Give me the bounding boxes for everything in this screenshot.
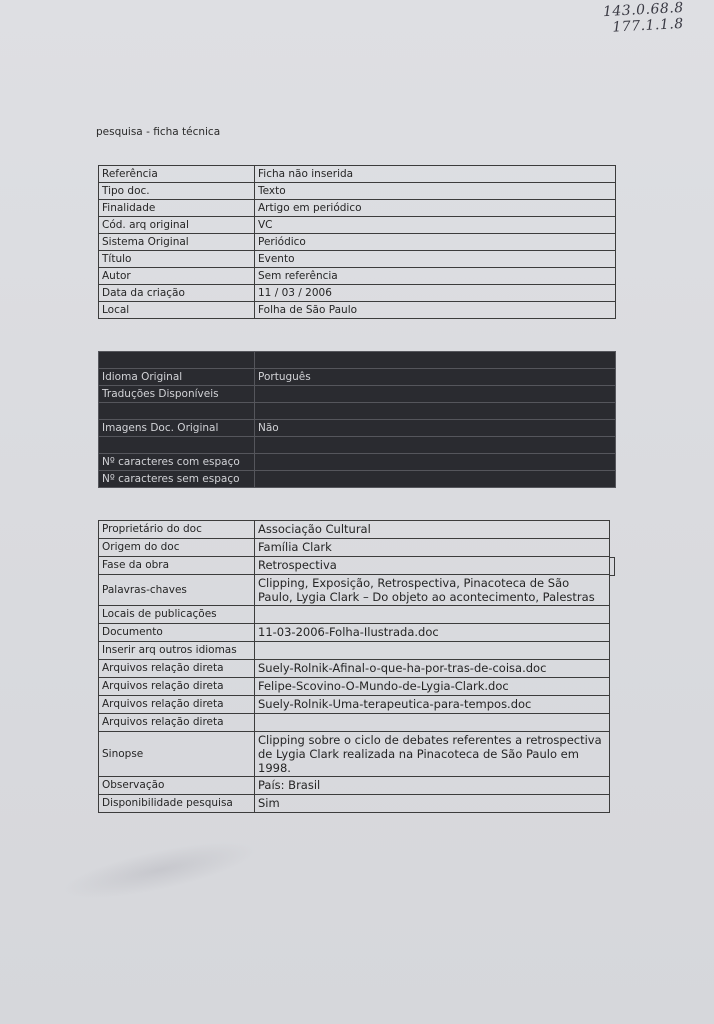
table-row bbox=[99, 642, 610, 660]
field-value bbox=[255, 386, 616, 403]
table-row bbox=[99, 183, 616, 200]
field-label: Título bbox=[99, 251, 255, 268]
table-row bbox=[99, 557, 610, 575]
table-row bbox=[99, 302, 616, 319]
field-label: Disponibilidade pesquisa bbox=[99, 795, 255, 813]
scan-smudge bbox=[58, 830, 262, 911]
field-value bbox=[255, 454, 616, 471]
table-row bbox=[99, 352, 616, 369]
field-value: Português bbox=[255, 369, 616, 386]
field-label: Arquivos relação direta bbox=[99, 714, 255, 732]
table-row bbox=[99, 454, 616, 471]
field-value: Ficha não inserida bbox=[255, 166, 616, 183]
document-info-table bbox=[98, 165, 616, 319]
field-label: Referência bbox=[99, 166, 255, 183]
handwritten-line-1: 143.0.68.8 bbox=[602, 0, 685, 21]
table-row bbox=[99, 200, 616, 217]
table-row bbox=[99, 678, 610, 696]
field-label: Nº caracteres sem espaço bbox=[99, 471, 255, 488]
field-value bbox=[255, 437, 616, 454]
field-value bbox=[255, 606, 610, 624]
field-label: Tipo doc. bbox=[99, 183, 255, 200]
table-row bbox=[99, 696, 610, 714]
field-value: Suely-Rolnik-Uma-terapeutica-para-tempos.doc bbox=[255, 696, 610, 714]
field-value: Sim bbox=[255, 795, 610, 813]
field-label: Data da criação bbox=[99, 285, 255, 302]
field-value: Evento bbox=[255, 251, 616, 268]
field-value: Família Clark bbox=[255, 539, 610, 557]
field-value bbox=[255, 714, 610, 732]
field-value: Não bbox=[255, 420, 616, 437]
field-value: Associação Cultural bbox=[255, 521, 610, 539]
page-title: pesquisa - ficha técnica bbox=[96, 126, 221, 138]
field-label: Local bbox=[99, 302, 255, 319]
field-label: Palavras-chaves bbox=[99, 575, 255, 606]
field-value: Felipe-Scovino-O-Mundo-de-Lygia-Clark.doc bbox=[255, 678, 610, 696]
field-label bbox=[99, 403, 255, 420]
table-row bbox=[99, 251, 616, 268]
field-value: Retrospectiva bbox=[255, 557, 610, 575]
field-value: Suely-Rolnik-Afinal-o-que-ha-por-tras-de-coisa.doc bbox=[255, 660, 610, 678]
field-label: Imagens Doc. Original bbox=[99, 420, 255, 437]
field-label: Proprietário do doc bbox=[99, 521, 255, 539]
field-value: Artigo em periódico bbox=[255, 200, 616, 217]
field-label: Traduções Disponíveis bbox=[99, 386, 255, 403]
table-row bbox=[99, 521, 610, 539]
field-value: País: Brasil bbox=[255, 777, 610, 795]
field-label: Sistema Original bbox=[99, 234, 255, 251]
table-row bbox=[99, 795, 610, 813]
field-label: Observação bbox=[99, 777, 255, 795]
field-label: Documento bbox=[99, 624, 255, 642]
field-label bbox=[99, 352, 255, 369]
field-label bbox=[99, 437, 255, 454]
table-row bbox=[99, 420, 616, 437]
field-label: Arquivos relação direta bbox=[99, 696, 255, 714]
table-edge-mark bbox=[609, 557, 615, 576]
table-row bbox=[99, 732, 610, 777]
table-row bbox=[99, 386, 616, 403]
field-value: Texto bbox=[255, 183, 616, 200]
field-value bbox=[255, 403, 616, 420]
field-value: Folha de São Paulo bbox=[255, 302, 616, 319]
table-row bbox=[99, 624, 610, 642]
table-row bbox=[99, 575, 610, 606]
field-label: Origem do doc bbox=[99, 539, 255, 557]
field-value bbox=[255, 352, 616, 369]
archive-info-table bbox=[98, 520, 610, 813]
field-label: Autor bbox=[99, 268, 255, 285]
language-info-table bbox=[98, 351, 616, 488]
field-label: Nº caracteres com espaço bbox=[99, 454, 255, 471]
field-value: Clipping, Exposição, Retrospectiva, Pinacoteca de São Paulo, Lygia Clark – Do objeto ao acontecimento, Palestras bbox=[255, 575, 610, 606]
table-row bbox=[99, 285, 616, 302]
field-value: VC bbox=[255, 217, 616, 234]
field-value: Periódico bbox=[255, 234, 616, 251]
table-row bbox=[99, 777, 610, 795]
field-value bbox=[255, 471, 616, 488]
table-row bbox=[99, 234, 616, 251]
table-row bbox=[99, 217, 616, 234]
table-row bbox=[99, 268, 616, 285]
field-label: Arquivos relação direta bbox=[99, 660, 255, 678]
table-row bbox=[99, 369, 616, 386]
table-row bbox=[99, 606, 610, 624]
field-label: Fase da obra bbox=[99, 557, 255, 575]
table-row bbox=[99, 539, 610, 557]
table-row bbox=[99, 166, 616, 183]
field-label: Sinopse bbox=[99, 732, 255, 777]
field-label: Cód. arq original bbox=[99, 217, 255, 234]
table-row bbox=[99, 714, 610, 732]
handwritten-line-2: 177.1.1.8 bbox=[612, 15, 685, 36]
table-row bbox=[99, 403, 616, 420]
field-label: Locais de publicações bbox=[99, 606, 255, 624]
field-label: Idioma Original bbox=[99, 369, 255, 386]
field-value: Sem referência bbox=[255, 268, 616, 285]
table-row bbox=[99, 660, 610, 678]
handwritten-reference bbox=[603, 2, 684, 34]
table-row bbox=[99, 437, 616, 454]
field-value bbox=[255, 642, 610, 660]
field-value: 11 / 03 / 2006 bbox=[255, 285, 616, 302]
field-label: Arquivos relação direta bbox=[99, 678, 255, 696]
field-value: Clipping sobre o ciclo de debates referentes a retrospectiva de Lygia Clark realizada na Pinacoteca de São Paulo em 1998. bbox=[255, 732, 610, 777]
field-label: Finalidade bbox=[99, 200, 255, 217]
field-value: 11-03-2006-Folha-Ilustrada.doc bbox=[255, 624, 610, 642]
field-label: Inserir arq outros idiomas bbox=[99, 642, 255, 660]
table-row bbox=[99, 471, 616, 488]
